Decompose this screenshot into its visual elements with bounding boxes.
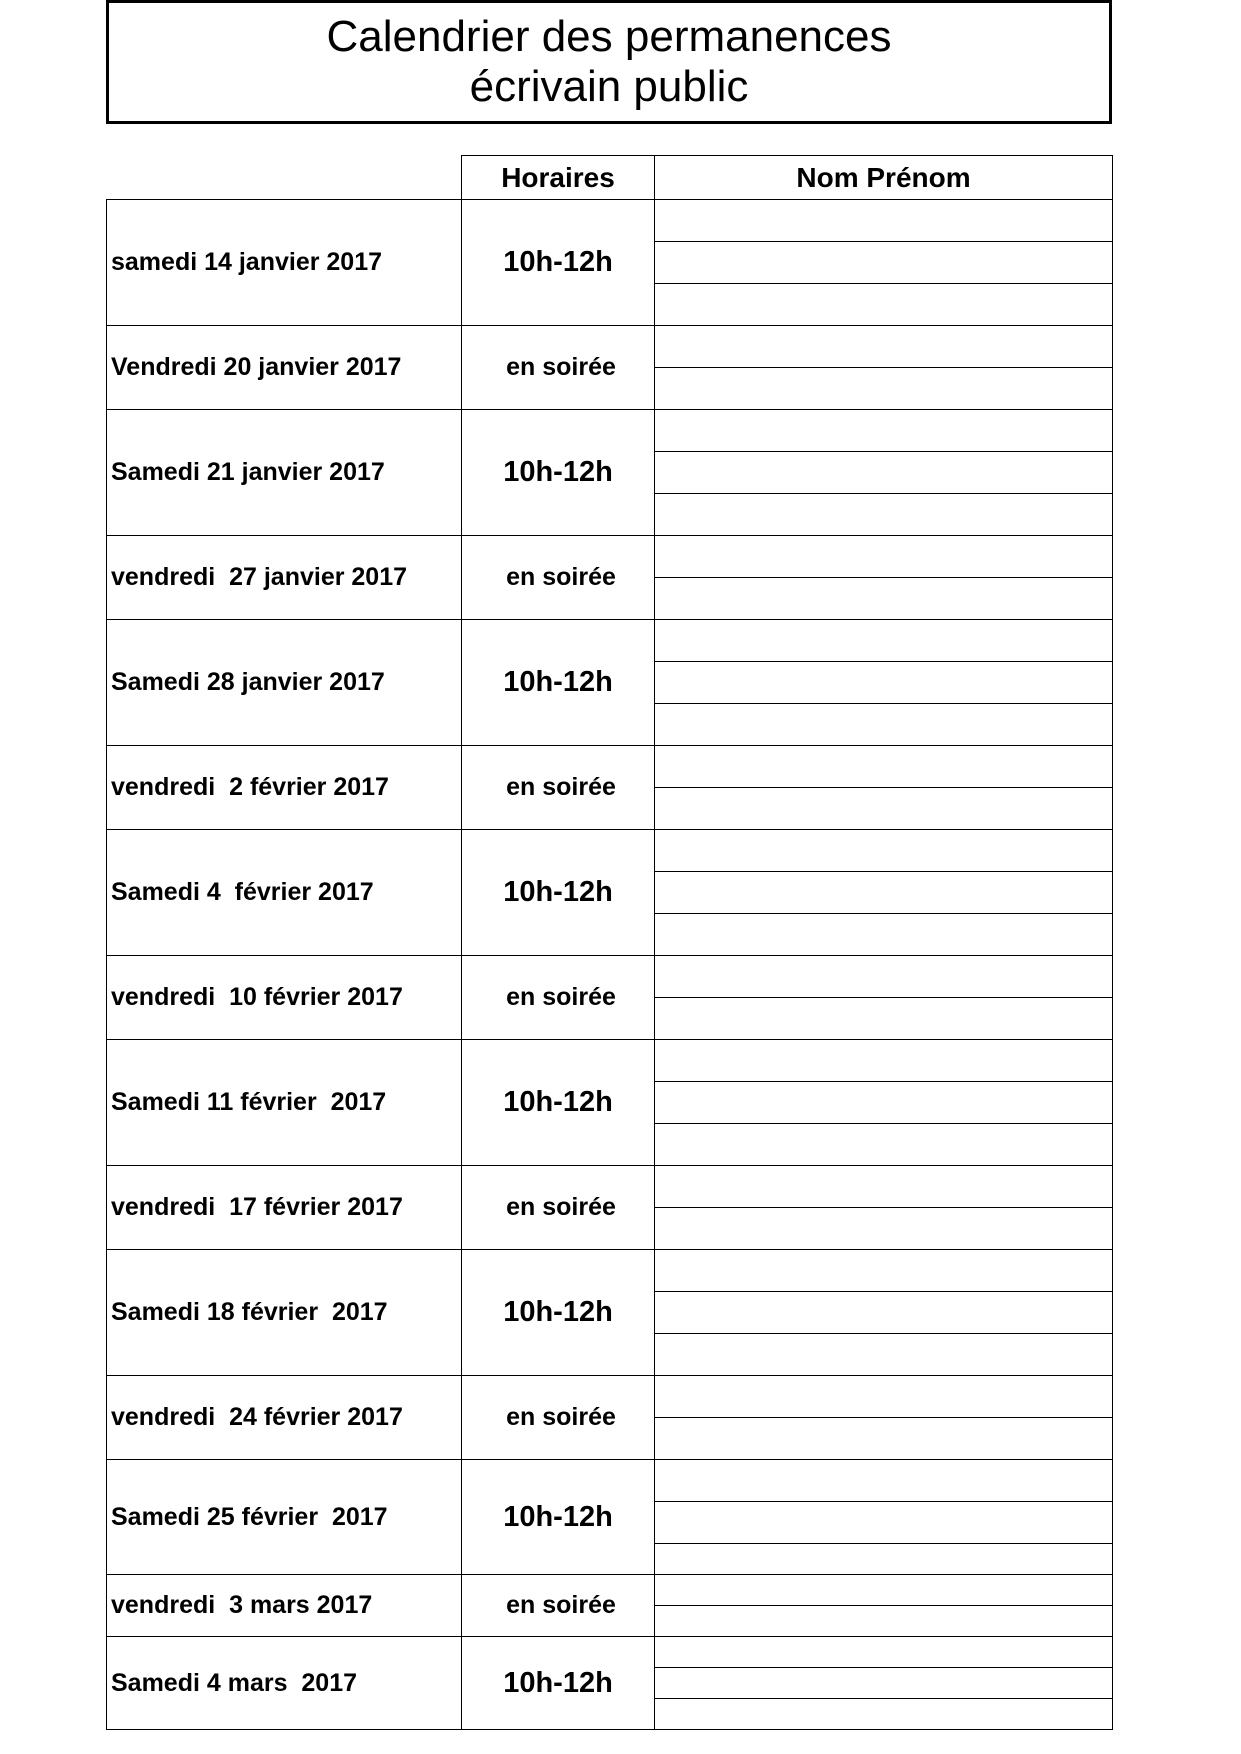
name-entry-line[interactable] xyxy=(655,662,1113,704)
date-cell: Samedi 4 mars 2017 xyxy=(107,1637,462,1730)
schedule-body xyxy=(107,200,1113,1730)
name-entry-line[interactable] xyxy=(655,1166,1113,1208)
table-row xyxy=(107,830,1113,872)
name-entry-line[interactable] xyxy=(655,1606,1113,1637)
date-cell: Samedi 21 janvier 2017 xyxy=(107,410,462,536)
name-entry-line[interactable] xyxy=(655,1208,1113,1250)
name-entry-line[interactable] xyxy=(655,410,1113,452)
name-entry-line[interactable] xyxy=(655,914,1113,956)
title-line-1: Calendrier des permanences xyxy=(326,12,892,61)
name-entry-line[interactable] xyxy=(655,368,1113,410)
time-cell: en soirée xyxy=(462,746,655,830)
table-row xyxy=(107,536,1113,578)
time-cell: en soirée xyxy=(462,956,655,1040)
name-entry-line[interactable] xyxy=(655,200,1113,242)
name-entry-line[interactable] xyxy=(655,1637,1113,1668)
name-entry-line[interactable] xyxy=(655,1250,1113,1292)
title-box xyxy=(106,0,1112,124)
time-cell: 10h-12h xyxy=(462,410,655,536)
name-entry-line[interactable] xyxy=(655,1376,1113,1418)
name-entry-line[interactable] xyxy=(655,326,1113,368)
date-cell: vendredi 24 février 2017 xyxy=(107,1376,462,1460)
table-row xyxy=(107,620,1113,662)
time-cell: 10h-12h xyxy=(462,1040,655,1166)
date-cell: Samedi 25 février 2017 xyxy=(107,1460,462,1575)
date-cell: vendredi 3 mars 2017 xyxy=(107,1575,462,1637)
name-entry-line[interactable] xyxy=(655,704,1113,746)
date-cell: Vendredi 20 janvier 2017 xyxy=(107,326,462,410)
name-entry-line[interactable] xyxy=(655,536,1113,578)
time-cell: en soirée xyxy=(462,1376,655,1460)
name-entry-line[interactable] xyxy=(655,1082,1113,1124)
name-entry-line[interactable] xyxy=(655,1544,1113,1575)
date-cell: vendredi 10 février 2017 xyxy=(107,956,462,1040)
date-cell: Samedi 18 février 2017 xyxy=(107,1250,462,1376)
name-entry-line[interactable] xyxy=(655,788,1113,830)
table-row xyxy=(107,1166,1113,1208)
header-row xyxy=(107,156,1113,200)
time-cell: 10h-12h xyxy=(462,1250,655,1376)
table-row xyxy=(107,200,1113,242)
name-entry-line[interactable] xyxy=(655,1334,1113,1376)
time-cell: en soirée xyxy=(462,1575,655,1637)
table-row xyxy=(107,1040,1113,1082)
table-row xyxy=(107,956,1113,998)
date-cell: Samedi 11 février 2017 xyxy=(107,1040,462,1166)
date-cell: vendredi 17 février 2017 xyxy=(107,1166,462,1250)
table-row xyxy=(107,746,1113,788)
table-row xyxy=(107,410,1113,452)
table-row xyxy=(107,326,1113,368)
name-entry-line[interactable] xyxy=(655,830,1113,872)
table-row xyxy=(107,1250,1113,1292)
name-entry-line[interactable] xyxy=(655,1418,1113,1460)
name-entry-line[interactable] xyxy=(655,284,1113,326)
date-cell: Samedi 28 janvier 2017 xyxy=(107,620,462,746)
time-cell: 10h-12h xyxy=(462,620,655,746)
name-entry-line[interactable] xyxy=(655,494,1113,536)
time-cell: 10h-12h xyxy=(462,1460,655,1575)
time-cell: en soirée xyxy=(462,1166,655,1250)
date-cell: vendredi 27 janvier 2017 xyxy=(107,536,462,620)
name-entry-line[interactable] xyxy=(655,1460,1113,1502)
table-row xyxy=(107,1637,1113,1668)
name-entry-line[interactable] xyxy=(655,1575,1113,1606)
header-horaires: Horaires xyxy=(462,156,655,200)
name-entry-line[interactable] xyxy=(655,452,1113,494)
name-entry-line[interactable] xyxy=(655,620,1113,662)
name-entry-line[interactable] xyxy=(655,998,1113,1040)
date-cell: Samedi 4 février 2017 xyxy=(107,830,462,956)
schedule-table xyxy=(106,155,1113,1730)
time-cell: 10h-12h xyxy=(462,830,655,956)
time-cell: 10h-12h xyxy=(462,200,655,326)
name-entry-line[interactable] xyxy=(655,578,1113,620)
time-cell: en soirée xyxy=(462,326,655,410)
name-entry-line[interactable] xyxy=(655,1668,1113,1699)
name-entry-line[interactable] xyxy=(655,1502,1113,1544)
name-entry-line[interactable] xyxy=(655,1292,1113,1334)
name-entry-line[interactable] xyxy=(655,242,1113,284)
name-entry-line[interactable] xyxy=(655,746,1113,788)
table-row xyxy=(107,1575,1113,1606)
header-nom-prenom: Nom Prénom xyxy=(655,156,1113,200)
name-entry-line[interactable] xyxy=(655,956,1113,998)
time-cell: 10h-12h xyxy=(462,1637,655,1730)
title-line-2: écrivain public xyxy=(469,62,749,111)
time-cell: en soirée xyxy=(462,536,655,620)
date-cell: samedi 14 janvier 2017 xyxy=(107,200,462,326)
header-blank xyxy=(107,156,462,200)
date-cell: vendredi 2 février 2017 xyxy=(107,746,462,830)
name-entry-line[interactable] xyxy=(655,1699,1113,1730)
name-entry-line[interactable] xyxy=(655,872,1113,914)
name-entry-line[interactable] xyxy=(655,1124,1113,1166)
table-row xyxy=(107,1376,1113,1418)
name-entry-line[interactable] xyxy=(655,1040,1113,1082)
table-row xyxy=(107,1460,1113,1502)
